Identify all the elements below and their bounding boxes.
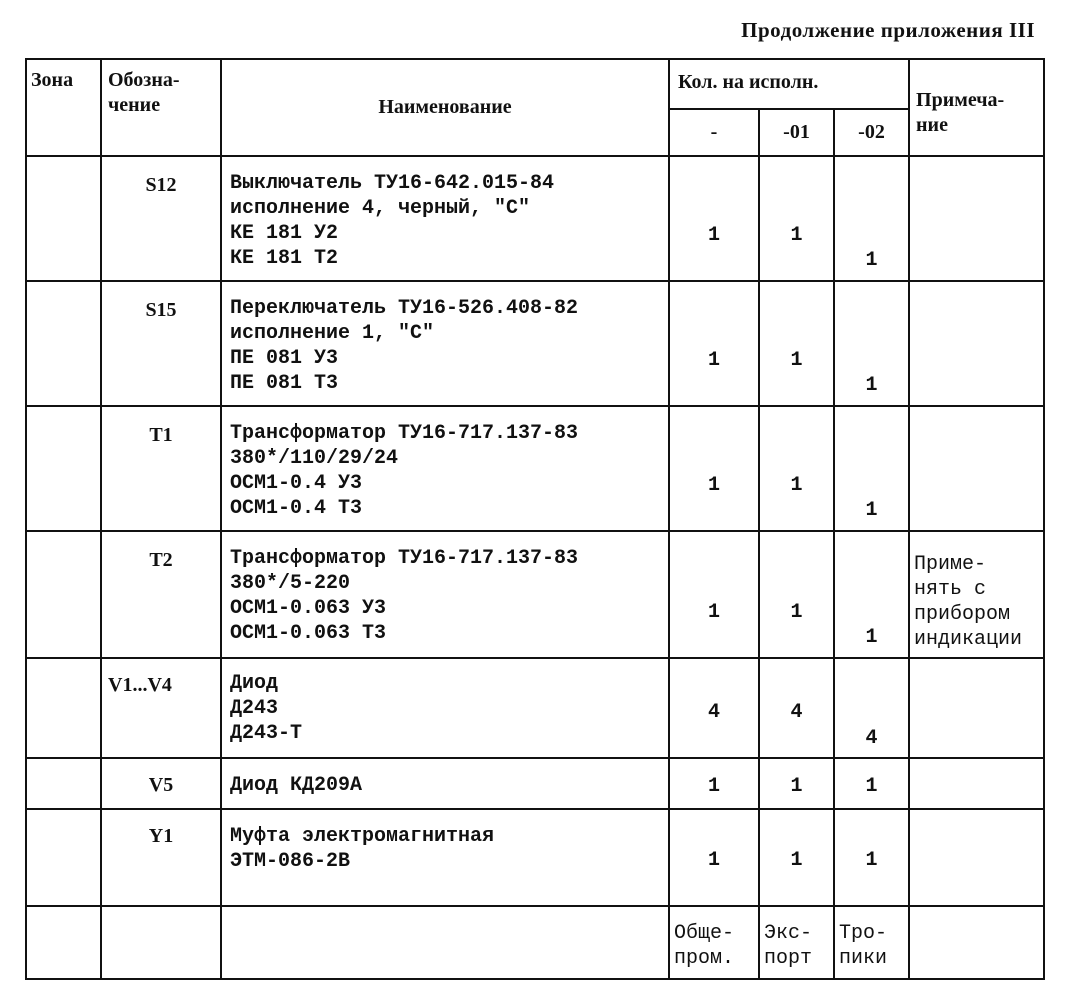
qty-02-cell (834, 281, 909, 406)
name-cell (221, 156, 669, 281)
header-designation-line1: Обозна- (108, 69, 180, 91)
name-line: Переключатель ТУ16-526.408-82 (230, 297, 579, 320)
note-cell (909, 809, 1044, 906)
note-cell (909, 281, 1044, 406)
name-line: Диод КД209А (230, 774, 363, 797)
name-line: Д243-Т (230, 722, 303, 745)
qty-02-cell (834, 156, 909, 281)
name-line: ОСМ1-0.4 Т3 (230, 497, 363, 520)
qty-value: 1 (790, 224, 803, 247)
note-cell (909, 156, 1044, 281)
header-qty-base: - (669, 109, 759, 156)
qty-value: 1 (865, 849, 878, 872)
name-line: Трансформатор ТУ16-717.137-83 (230, 422, 579, 445)
footer-label-export (759, 906, 834, 979)
qty-value: 1 (790, 474, 803, 497)
header-zone: Зона (26, 59, 101, 156)
qty-value: 1 (790, 775, 803, 798)
qty-base-cell (669, 758, 759, 809)
table-row (26, 809, 1044, 906)
qty-01-cell (759, 809, 834, 906)
qty-01-cell (759, 406, 834, 531)
footer-label-general (669, 906, 759, 979)
table-row (26, 281, 1044, 406)
qty-value: 1 (790, 601, 803, 624)
zone-cell (26, 758, 101, 809)
footer-label-line: пром. (674, 947, 735, 970)
name-cell (221, 809, 669, 906)
designation-cell: T1 (101, 406, 221, 531)
designation-cell: V5 (101, 758, 221, 809)
header-name: Наименование (221, 59, 669, 156)
note-cell (909, 531, 1044, 658)
qty-base-cell (669, 156, 759, 281)
header-note (909, 59, 1044, 156)
qty-base-cell (669, 406, 759, 531)
header-qty-01: -01 (759, 109, 834, 156)
qty-02-cell (834, 758, 909, 809)
name-cell (221, 658, 669, 758)
name-cell (221, 406, 669, 531)
qty-base-cell (669, 281, 759, 406)
qty-value: 1 (790, 849, 803, 872)
qty-02-cell (834, 658, 909, 758)
name-line: Выключатель ТУ16-642.015-84 (230, 172, 555, 195)
table-row (26, 156, 1044, 281)
qty-value: 1 (790, 349, 803, 372)
zone-cell (26, 809, 101, 906)
name-line: Муфта электромагнитная (230, 825, 495, 848)
name-line: ПЕ 081 У3 (230, 347, 339, 370)
name-line: ОСМ1-0.063 У3 (230, 597, 387, 620)
qty-value: 1 (707, 849, 720, 872)
footer-label-line: пики (839, 947, 888, 970)
page-caption: Продолжение приложения III (741, 18, 1035, 42)
designation-cell: S15 (101, 281, 221, 406)
zone-cell (26, 658, 101, 758)
zone-cell (26, 406, 101, 531)
header-qty-02: -02 (834, 109, 909, 156)
specification-table (25, 58, 1045, 980)
zone-cell (26, 281, 101, 406)
qty-value: 1 (707, 349, 720, 372)
qty-base-cell (669, 531, 759, 658)
qty-value: 1 (865, 374, 878, 397)
note-line: прибором (914, 603, 1011, 626)
zone-cell (26, 156, 101, 281)
table-row (26, 406, 1044, 531)
name-line: 380*/5-220 (230, 572, 351, 595)
name-cell (221, 906, 669, 979)
note-cell (909, 906, 1044, 979)
name-line: ОСМ1-0.063 Т3 (230, 622, 387, 645)
qty-01-cell (759, 758, 834, 809)
qty-01-cell (759, 156, 834, 281)
header-row (26, 59, 1044, 109)
qty-01-cell (759, 531, 834, 658)
zone-cell (26, 906, 101, 979)
qty-base-cell (669, 809, 759, 906)
qty-value: 1 (865, 249, 878, 272)
footer-label-line: порт (764, 947, 813, 970)
qty-02-cell (834, 809, 909, 906)
qty-value: 1 (707, 224, 720, 247)
note-line: Приме- (914, 553, 987, 576)
footer-label-line: Экс- (764, 922, 813, 945)
qty-02-cell (834, 531, 909, 658)
note-line: индикации (914, 628, 1023, 651)
name-line: Д243 (230, 697, 279, 720)
qty-value: 4 (707, 701, 720, 724)
qty-value: 4 (865, 727, 878, 750)
header-qty-group: Кол. на исполн. (669, 59, 909, 109)
name-line: Трансформатор ТУ16-717.137-83 (230, 547, 579, 570)
qty-01-cell (759, 658, 834, 758)
note-line: нять с (914, 578, 987, 601)
designation-cell: V1...V4 (101, 658, 221, 758)
designation-cell (101, 906, 221, 979)
name-line: ЭТМ-086-2В (230, 850, 351, 873)
zone-cell (26, 531, 101, 658)
footer-label-line: Тро- (839, 922, 888, 945)
name-line: исполнение 4, черный, "С" (230, 197, 531, 220)
table-row (26, 531, 1044, 658)
name-line: Диод (230, 672, 279, 695)
footer-label-tropics (834, 906, 909, 979)
qty-value: 1 (865, 626, 878, 649)
qty-value: 1 (707, 601, 720, 624)
qty-value: 1 (707, 775, 720, 798)
name-line: 380*/110/29/24 (230, 447, 399, 470)
name-cell (221, 758, 669, 809)
name-line: ОСМ1-0.4 У3 (230, 472, 363, 495)
header-note-line1: Примеча- (916, 88, 1005, 111)
table-row (26, 758, 1044, 809)
designation-cell: S12 (101, 156, 221, 281)
designation-cell: T2 (101, 531, 221, 658)
qty-value: 1 (865, 775, 878, 798)
name-cell (221, 531, 669, 658)
header-designation-line2: чение (108, 94, 161, 116)
qty-value: 4 (790, 701, 803, 724)
name-cell (221, 281, 669, 406)
qty-value: 1 (865, 499, 878, 522)
designation-cell: Y1 (101, 809, 221, 906)
table-row (26, 658, 1044, 758)
note-cell (909, 658, 1044, 758)
footer-label-line: Обще- (674, 922, 735, 945)
name-line: КЕ 181 У2 (230, 222, 339, 245)
name-line: исполнение 1, "С" (230, 322, 435, 345)
note-cell (909, 406, 1044, 531)
footer-row (26, 906, 1044, 979)
name-line: ПЕ 081 Т3 (230, 372, 339, 395)
name-line: КЕ 181 Т2 (230, 247, 339, 270)
header-designation (101, 59, 221, 156)
qty-value: 1 (707, 474, 720, 497)
qty-02-cell (834, 406, 909, 531)
header-note-line2: ние (916, 113, 948, 136)
qty-base-cell (669, 658, 759, 758)
qty-01-cell (759, 281, 834, 406)
note-cell (909, 758, 1044, 809)
